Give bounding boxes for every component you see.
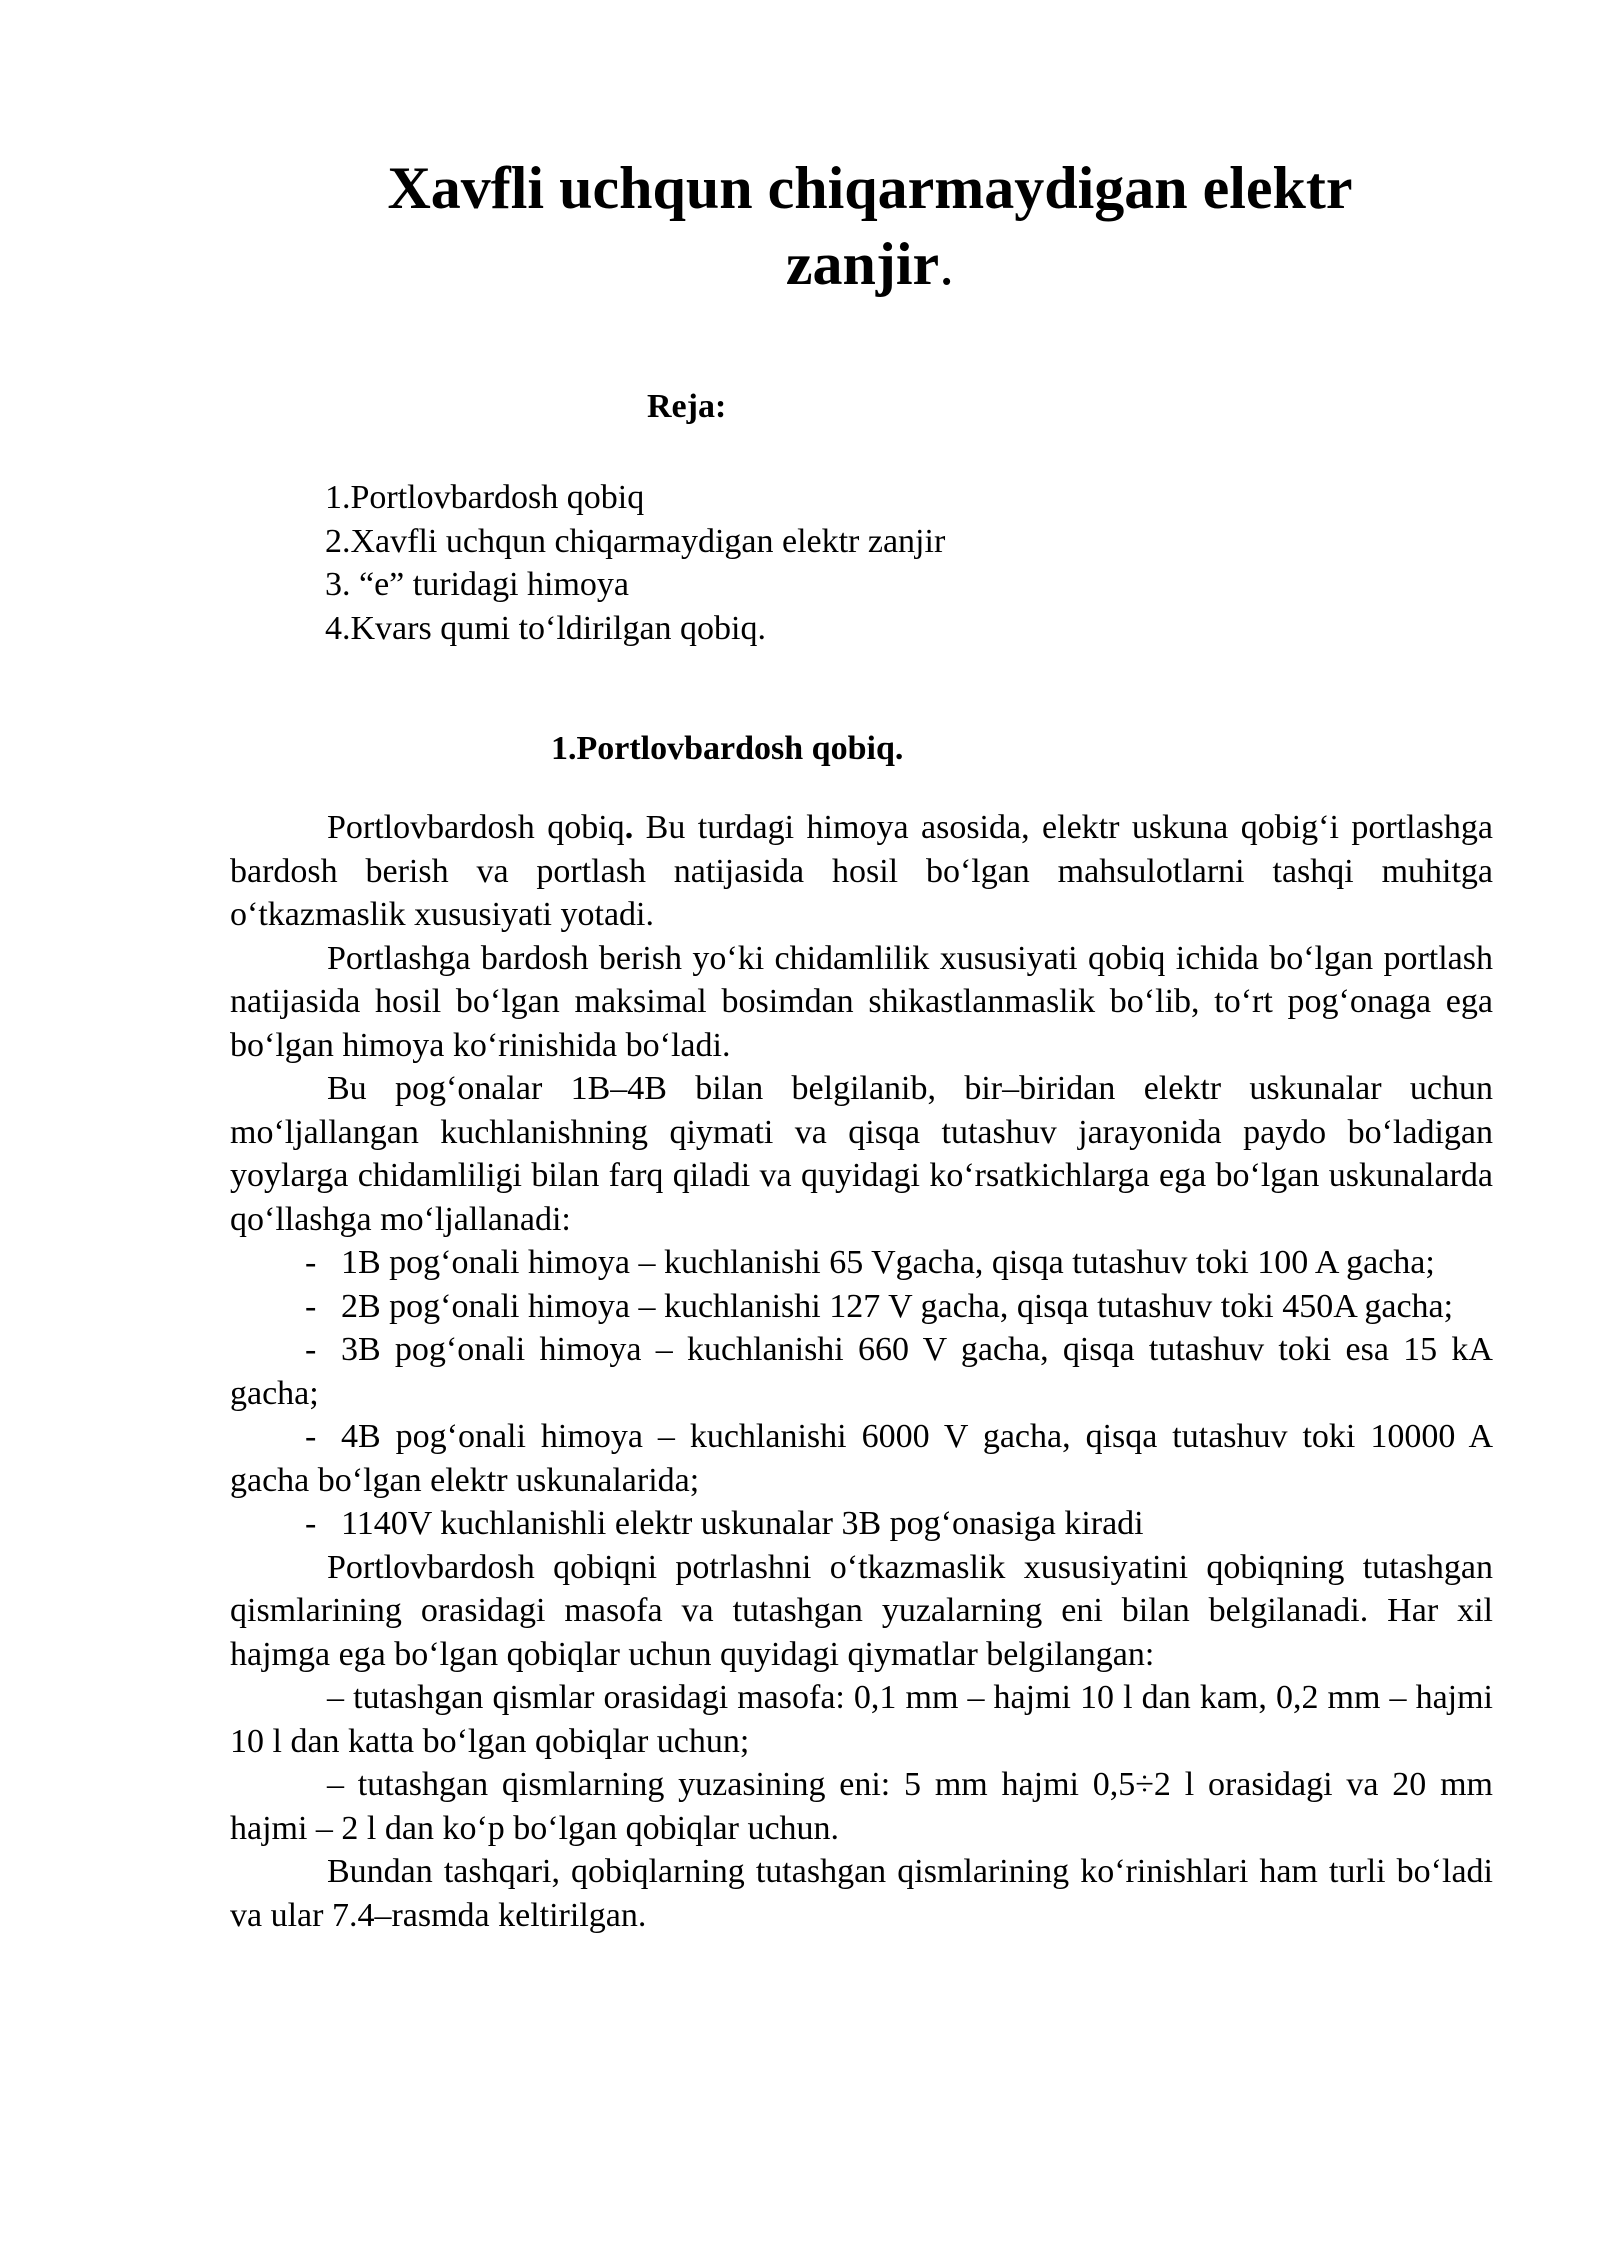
list-item-1140v <box>230 1502 1493 1546</box>
paragraph-levels: Bu pog‘onalar 1B–4B bilan belgilanib, bir–biridan elektr uskunalar uchun mo‘ljallangan kuchlanishning qiymati va qisqa tutashuv jarayonida paydo bo‘ladigan yoylarga chidamliligi bilan farq qiladi va quyidagi ko‘rsatkichlarga ega bo‘lgan uskunalarda qo‘llashga mo‘ljallanadi: <box>230 1070 1493 1238</box>
plan-item-4: 4.Kvars qumi to‘ldirilgan qobiq. <box>325 609 767 647</box>
list-item-text: 3B pog‘onali himoya – kuchlanishi 660 V gacha, qisqa tutashuv toki esa 15 kA gacha; <box>230 1331 1493 1412</box>
list-item-1b <box>230 1241 1493 1285</box>
dash-bullet: - <box>305 1505 317 1542</box>
paragraph-width-values: – tutashgan qismlarning yuzasining eni: 5 mm hajmi 0,5÷2 l orasidagi va 20 mm hajmi – 2 l dan ko‘p bo‘lgan qobiqlar uchun. <box>230 1766 1493 1847</box>
plan-list <box>325 476 945 650</box>
dash-bullet: - <box>305 1287 317 1325</box>
list-item-text: 1B pog‘onali himoya – kuchlanishi 65 Vgacha, qisqa tutashuv toki 100 A gacha; <box>341 1244 1435 1281</box>
dash-bullet: - <box>305 1331 317 1368</box>
paragraph-figure-ref: Bundan tashqari, qobiqlarning tutashgan qismlarining ko‘rinishlari ham turli bo‘ladi va ular 7.4–rasmda keltirilgan. <box>230 1853 1493 1934</box>
dash-bullet: - <box>305 1244 317 1281</box>
list-item-3b <box>230 1328 1493 1415</box>
page-title <box>340 150 1400 302</box>
paragraph-intro <box>230 806 1493 937</box>
paragraph-intro-text: Bu turdagi himoya asosida, elektr uskuna qobig‘i portlashga bardosh berish va portlash natijasida hosil bo‘lgan mahsulotlarni tashqi muhitga o‘tkazmaslik xususiyati yotadi. <box>230 809 1494 933</box>
paragraph-lead-dot: . <box>624 809 634 846</box>
dash-bullet: - <box>305 1418 317 1455</box>
plan-heading: Reja: <box>647 388 727 425</box>
paragraph-gap-values: – tutashgan qismlar orasidagi masofa: 0,1 mm – hajmi 10 l dan kam, 0,2 mm – hajmi 10 l dan katta bo‘lgan qobiqlar uchun; <box>230 1679 1493 1760</box>
title-text: Xavfli uchqun chiqarmaydigan elektr zanjir <box>387 155 1353 297</box>
list-item-text: 2B pog‘onali himoya – kuchlanishi 127 V gacha, qisqa tutashuv toki 450A gacha; <box>341 1287 1454 1325</box>
plan-item-1: 1.Portlovbardosh qobiq <box>325 479 645 516</box>
plan-item-2: 2.Xavfli uchqun chiqarmaydigan elektr zanjir <box>325 522 946 560</box>
paragraph-lead: Portlovbardosh qobiq <box>327 809 625 846</box>
paragraph-resistance: Portlashga bardosh berish yo‘ki chidamlilik xususiyati qobiq ichida bo‘lgan portlash natijasida hosil bo‘lgan maksimal bosimdan shikastlanmaslik bo‘lib, to‘rt pog‘onaga ega bo‘lgan himoya ko‘rinishida bo‘ladi. <box>230 939 1493 1064</box>
list-item-2b <box>230 1285 1493 1329</box>
list-item-text: 4B pog‘onali himoya – kuchlanishi 6000 V gacha, qisqa tutashuv toki 10000 A gacha bo‘lgan elektr uskunalarida; <box>230 1418 1493 1499</box>
section-heading: 1.Portlovbardosh qobiq. <box>551 730 904 767</box>
list-item-text: 1140V kuchlanishli elektr uskunalar 3B pog‘onasiga kiradi <box>341 1505 1144 1542</box>
list-item-4b <box>230 1415 1493 1502</box>
title-punctuation: . <box>939 231 955 297</box>
section-body <box>230 806 1493 1937</box>
paragraph-joints: Portlovbardosh qobiqni potrlashni o‘tkazmaslik xususiyatini qobiqning tutashgan qismlarining orasidagi masofa va tutashgan yuzalarning eni bilan belgilanadi. Har xil hajmga ega bo‘lgan qobiqlar uchun quyidagi qiymatlar belgilangan: <box>230 1548 1493 1673</box>
plan-item-3: 3. “e” turidagi himoya <box>325 566 630 603</box>
